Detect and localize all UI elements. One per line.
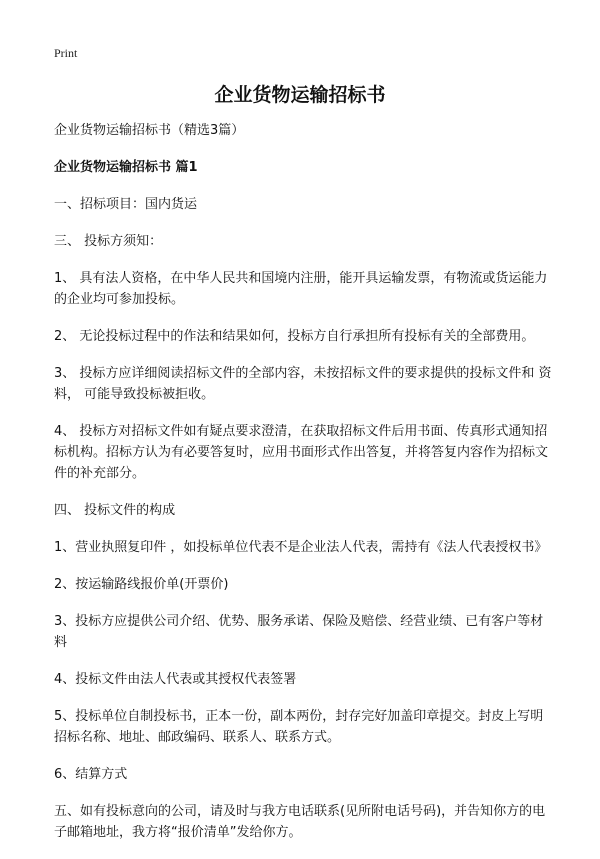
paragraph-notice-1: 1、 具有法人资格，在中华人民共和国境内注册，能开具运输发票，有物流或货运能力的企业均可参加投标。 <box>54 271 548 307</box>
paragraph-doc-2: 2、按运输路线报价单(开票价) <box>54 577 229 592</box>
paragraph-contact: 五、如有投标意向的公司，请及时与我方电话联系(见所附电话号码)，并告知你方的电子邮箱地址，我方将“报价清单”发给你方。 <box>54 804 546 840</box>
paragraph-doc-5: 5、投标单位自制投标书，正本一份，副本两份，封存完好加盖印章提交。封皮上写明招标名称、地址、邮政编码、联系人、联系方式。 <box>54 709 544 745</box>
paragraph-bidder-notice-heading: 三、 投标方须知： <box>54 234 163 249</box>
paragraph-doc-3: 3、投标方应提供公司介绍、优势、服务承诺、保险及赔偿、经营业绩、已有客户等材料 <box>54 614 544 650</box>
section-heading: 企业货物运输招标书 篇1 <box>54 160 198 175</box>
page-title: 企业货物运输招标书 <box>214 84 386 106</box>
paragraph-doc-1: 1、营业执照复印件 ，如投标单位代表不是企业法人代表，需持有《法人代表授权书》 <box>54 540 548 555</box>
paragraph-bid-project: 一、招标项目：国内货运 <box>54 197 198 212</box>
paragraph-notice-3: 3、 投标方应详细阅读招标文件的全部内容，未按招标文件的要求提供的投标文件和 资料， 可能导致投标被拒收。 <box>54 366 552 402</box>
paragraph-notice-4: 4、 投标方对招标文件如有疑点要求澄清，在获取招标文件后用书面、传真形式通知招标机构。招标方认为有必要答复时，应用书面形式作出答复，并将答复内容作为招标文件的补充部分。 <box>54 424 549 481</box>
document-subtitle: 企业货物运输招标书（精选3篇） <box>54 123 245 138</box>
paragraph-doc-4: 4、投标文件由法人代表或其授权代表签署 <box>54 672 297 687</box>
print-label: Print <box>54 46 78 60</box>
document-body <box>54 120 554 859</box>
paragraph-notice-2: 2、 无论投标过程中的作法和结果如何，投标方自行承担所有投标有关的全部费用。 <box>54 329 535 344</box>
paragraph-bid-docs-heading: 四、 投标文件的构成 <box>54 503 176 518</box>
paragraph-doc-6: 6、结算方式 <box>54 767 128 782</box>
